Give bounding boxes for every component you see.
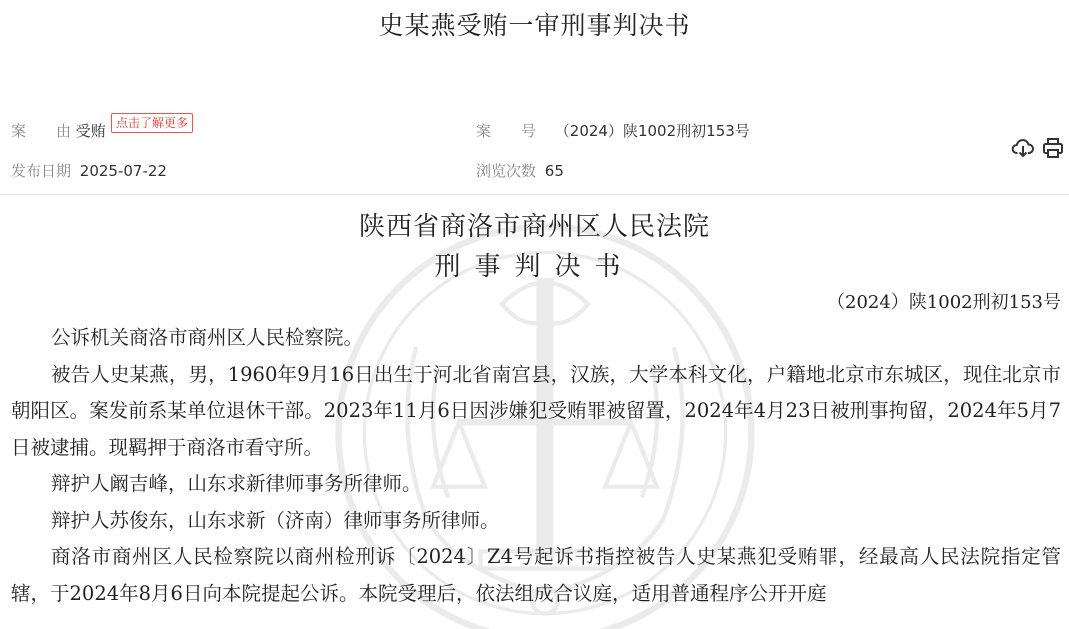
- views-label: 浏览次数: [476, 162, 537, 180]
- court-name: 陕西省商洛市商州区人民法院: [358, 212, 710, 242]
- paragraph-defender-1: 辩护人阚吉峰，山东求新律师事务所律师。: [51, 472, 422, 495]
- cause-value: 受贿: [75, 122, 106, 140]
- views-value: 65: [544, 162, 564, 180]
- views-row: [476, 160, 564, 181]
- paragraph-proceedings: 商洛市商州区人民检察院以商州检刑诉〔2024〕Z4号起诉书指控被告人史某燕犯受贿罪，经最高人民法院指定管辖，于2024年8月6日向本院提起公诉。本院受理后，依法组成合议庭，适用普通程序公开开庭: [11, 545, 1061, 605]
- cloud-download-icon[interactable]: [1011, 136, 1035, 160]
- cause-row: [11, 120, 106, 141]
- publish-label: 发布日期: [11, 162, 72, 180]
- printer-icon[interactable]: [1041, 136, 1065, 160]
- publish-value: 2025-07-22: [79, 162, 167, 180]
- toolbar: [1011, 136, 1065, 160]
- case-value: （2024）陕1002刑初153号: [554, 122, 750, 140]
- page-title: 史某燕受贿一审刑事判决书: [378, 11, 691, 40]
- document-body: [0, 200, 1069, 629]
- meta-divider: [0, 194, 1069, 195]
- cause-label: 案 由: [11, 122, 72, 140]
- publish-row: [11, 160, 167, 181]
- paragraph-prosecutor: 公诉机关商洛市商州区人民检察院。: [51, 326, 364, 349]
- case-label: 案 号: [476, 122, 537, 140]
- document-type: 刑事判决书: [434, 252, 635, 282]
- paragraph-defender-2: 辩护人苏俊东，山东求新（济南）律师事务所律师。: [51, 508, 500, 532]
- document-case-number: （2024）陕1002刑初153号: [827, 292, 1061, 313]
- learn-more-tag[interactable]: 点击了解更多: [111, 113, 193, 133]
- case-row: [476, 120, 750, 141]
- paragraph-defendant: 被告人史某燕，男，1960年9月16日出生于河北省南宫县，汉族，大学本科文化，户籍地北京市东城区，现住北京市朝阳区。案发前系某单位退休干部。2023年11月6日因涉嫌犯受贿罪被留置，2024年4月23日被刑事拘留，2024年5月7日被逮捕。现羁押于商洛市看守所。: [11, 362, 1061, 459]
